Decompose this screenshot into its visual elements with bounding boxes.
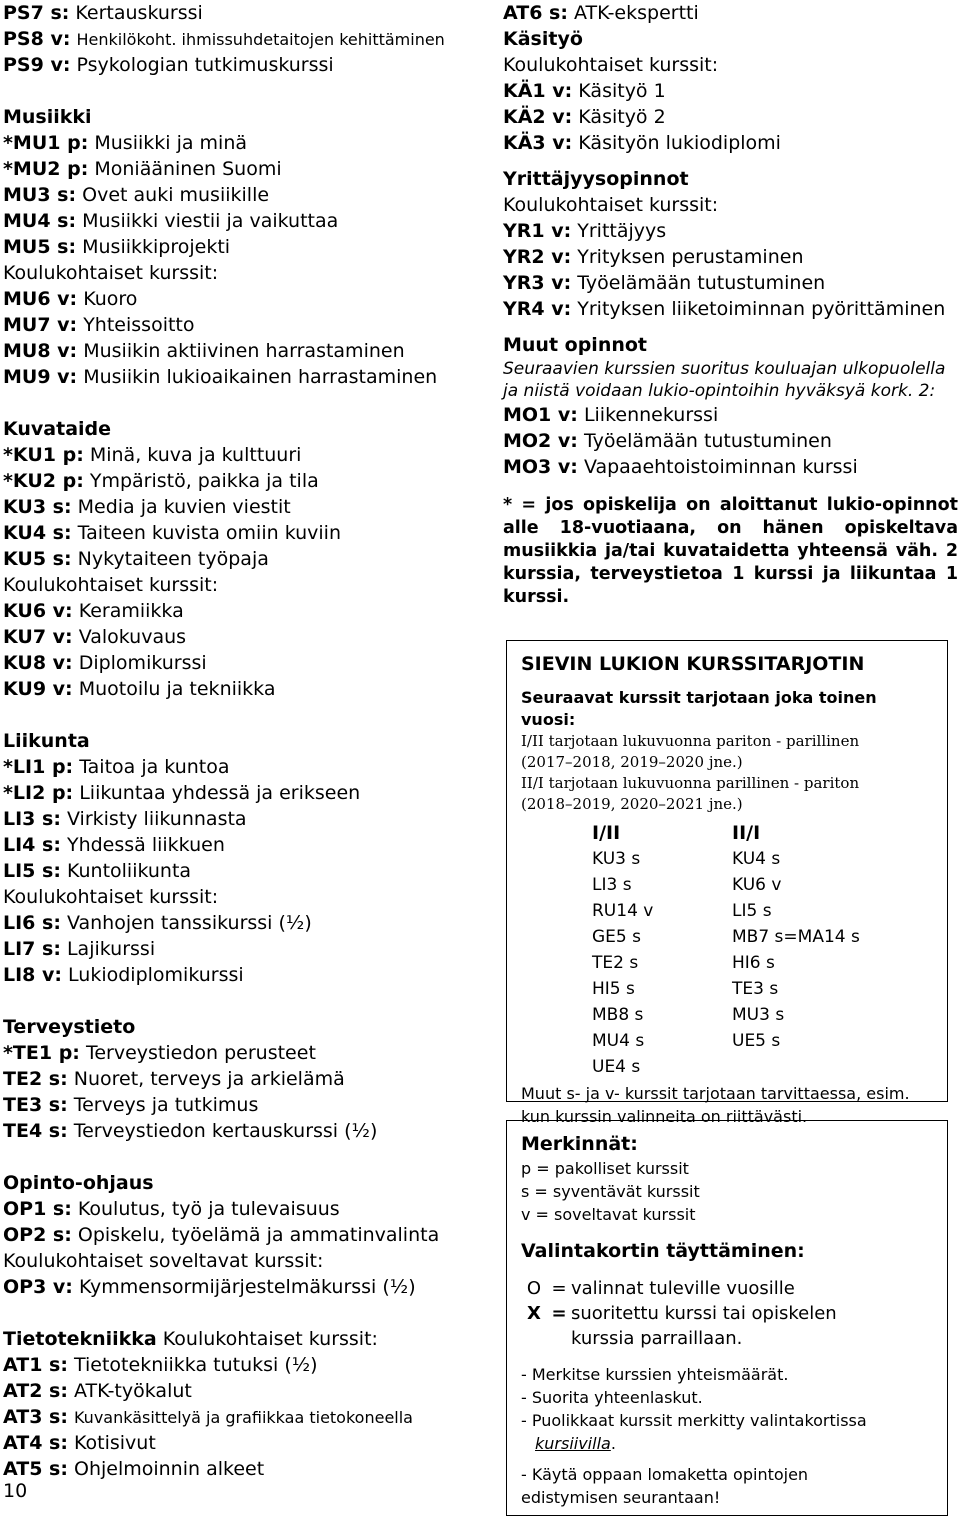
course-code: KU9 v: — [3, 678, 73, 700]
course-code: MU9 v: — [3, 366, 78, 388]
symbol-x-text: suoritettu kurssi tai opiskelen kurssia parraillaan. — [571, 1303, 837, 1349]
bullet-3 — [521, 1409, 935, 1455]
offering-col1-cell: TE2 s — [592, 953, 639, 973]
course-title: Musiikki ja minä — [94, 132, 248, 154]
course-title: Yrityksen liiketoiminnan pyörittäminen — [577, 298, 946, 320]
spacer — [3, 1300, 478, 1326]
course-line — [3, 130, 478, 156]
course-title: Musiikin aktiivinen harrastaminen — [83, 340, 405, 362]
course-code: OP1 s: — [3, 1198, 72, 1220]
course-title: Liikennekurssi — [583, 404, 719, 426]
right-column — [503, 0, 958, 609]
course-line — [3, 676, 478, 702]
course-line — [503, 0, 958, 26]
course-title: Koulukohtaiset kurssit: — [162, 1328, 378, 1350]
course-line — [3, 624, 478, 650]
course-code: KU6 v: — [3, 600, 73, 622]
course-title: Psykologian tutkimuskurssi — [76, 54, 334, 76]
course-code: YR3 v: — [503, 272, 572, 294]
course-title: Yhteissoitto — [83, 314, 195, 336]
col1-header: I/II — [592, 822, 621, 844]
course-code: LI7 s: — [3, 938, 61, 960]
course-code: *KU2 p: — [3, 470, 84, 492]
course-line — [3, 1456, 478, 1482]
offering-table — [592, 821, 935, 1080]
page-number: 10 — [3, 1480, 28, 1502]
legend-v: v = soveltavat kurssit — [521, 1205, 696, 1224]
box-line-1: I/II tarjotaan lukuvuonna pariton - parillinen — [521, 732, 860, 750]
offering-col2-cell: HI6 s — [732, 953, 775, 973]
course-line — [3, 494, 478, 520]
course-code: MU4 s: — [3, 210, 77, 232]
box-title: SIEVIN LUKION KURSSITARJOTIN — [521, 653, 865, 675]
course-line — [3, 1196, 478, 1222]
symbol-o-eq: = — [551, 1278, 567, 1299]
course-title: Kertauskurssi — [75, 2, 203, 24]
course-code: MU7 v: — [3, 314, 78, 336]
course-line — [3, 936, 478, 962]
course-line — [3, 1404, 478, 1430]
legend-box — [506, 1120, 948, 1516]
course-line — [3, 1066, 478, 1092]
course-line — [3, 650, 478, 676]
course-code: TE2 s: — [3, 1068, 68, 1090]
section-heading: Käsityö — [503, 28, 583, 50]
course-code: KU7 v: — [3, 626, 73, 648]
course-title: Käsityö 2 — [578, 106, 666, 128]
fill-title: Valintakortin täyttäminen: — [521, 1240, 805, 1262]
section-heading: Kuvataide — [3, 418, 112, 440]
bullet-3-text: - Puolikkaat kurssit merkitty valintakortissa — [521, 1411, 867, 1430]
course-line — [3, 780, 478, 806]
course-code: *LI1 p: — [3, 756, 74, 778]
footnote-line: alle 18-vuotiaana, on hänen opiskeltava — [503, 518, 958, 538]
section-heading: Muut opinnot — [503, 334, 648, 356]
legend-title: Merkinnät: — [521, 1133, 638, 1155]
course-code: Tietotekniikka — [3, 1328, 157, 1350]
offering-col2-cell: KU6 v — [732, 875, 782, 895]
course-line — [3, 1378, 478, 1404]
box-subtitle: Seuraavat kurssit tarjotaan joka toinen vuosi: — [521, 688, 877, 729]
course-line — [3, 182, 478, 208]
offering-col2-cell: UE5 s — [732, 1031, 781, 1051]
symbol-o-text: valinnat tuleville vuosille — [571, 1278, 795, 1299]
box-line-3: II/I tarjotaan lukuvuonna parillinen - pariton — [521, 774, 860, 792]
course-code: MU5 s: — [3, 236, 77, 258]
bullet-1: - Merkitse kurssien yhteismäärät. — [521, 1365, 789, 1384]
course-title: Virkisty liikunnasta — [66, 808, 247, 830]
offering-col2-cell: LI5 s — [732, 901, 772, 921]
course-line — [503, 402, 958, 428]
course-offering-box — [506, 640, 948, 1126]
course-code: PS7 s: — [3, 2, 70, 24]
bullet-4: - Käytä oppaan lomaketta opintojen edistymisen seurantaan! — [521, 1465, 809, 1507]
course-code: MU6 v: — [3, 288, 78, 310]
course-line — [3, 234, 478, 260]
course-code: *LI2 p: — [3, 782, 74, 804]
bullet-3-italic-word: kursiivilla — [535, 1434, 611, 1453]
course-code: KU5 s: — [3, 548, 72, 570]
course-title: Media ja kuvien viestit — [77, 496, 291, 518]
course-title: Taiteen kuvista omiin kuviin — [77, 522, 341, 544]
course-line — [3, 1430, 478, 1456]
course-title: Koulukohtaiset kurssit: — [3, 262, 219, 284]
course-code: OP3 v: — [3, 1276, 73, 1298]
course-title: Koulukohtaiset kurssit: — [3, 886, 219, 908]
course-title: Henkilökoht. ihmissuhdetaitojen kehittäminen — [76, 30, 445, 49]
course-line — [3, 884, 478, 910]
footnote-line: kurssi. — [503, 587, 570, 607]
offering-col1-cell: HI5 s — [592, 979, 635, 999]
course-line — [3, 52, 478, 78]
course-title: Musiikki viestii ja vaikuttaa — [82, 210, 339, 232]
course-code: MO1 v: — [503, 404, 578, 426]
footnote-line: musiikkia ja/tai kuvataidetta yhteensä väh. 2 — [503, 541, 958, 561]
course-code: YR4 v: — [503, 298, 572, 320]
section-heading: Opinto-ohjaus — [3, 1172, 154, 1194]
course-code: PS8 v: — [3, 28, 71, 50]
course-code: MO3 v: — [503, 456, 578, 478]
course-code: AT6 s: — [503, 2, 568, 24]
section-heading: Musiikki — [3, 106, 92, 128]
course-code: *KU1 p: — [3, 444, 84, 466]
course-title: Työelämään tutustuminen — [583, 430, 832, 452]
course-title: Ohjelmoinnin alkeet — [73, 1458, 265, 1480]
course-title: Yrityksen perustaminen — [577, 246, 804, 268]
course-line — [3, 1118, 478, 1144]
bullet-3-end: . — [610, 1434, 616, 1453]
course-line — [3, 754, 478, 780]
course-line — [3, 520, 478, 546]
course-title: Terveys ja tutkimus — [73, 1094, 259, 1116]
course-title: Vanhojen tanssikurssi (½) — [66, 912, 312, 934]
course-code: KU3 s: — [3, 496, 72, 518]
course-line — [503, 104, 958, 130]
course-code: KU8 v: — [3, 652, 73, 674]
course-line — [3, 598, 478, 624]
course-title: Kuvankäsittelyä ja grafiikkaa tietokoneella — [73, 1408, 413, 1427]
course-code: MO2 v: — [503, 430, 578, 452]
footnote-line: * = jos opiskelija on aloittanut lukio-opinnot — [503, 495, 958, 515]
course-line — [503, 244, 958, 270]
course-title: Koulutus, työ ja tulevaisuus — [77, 1198, 340, 1220]
course-line — [3, 208, 478, 234]
offering-col2-cell: TE3 s — [732, 979, 779, 999]
course-line — [3, 156, 478, 182]
course-title: Kuoro — [83, 288, 138, 310]
course-line — [3, 910, 478, 936]
course-line — [3, 312, 478, 338]
course-line — [3, 442, 478, 468]
course-line — [3, 1222, 478, 1248]
course-code: LI6 s: — [3, 912, 61, 934]
course-line — [3, 1248, 478, 1274]
offering-col2-cell: MU3 s — [732, 1005, 785, 1025]
course-title: Musiikin lukioaikainen harrastaminen — [83, 366, 438, 388]
course-code: LI8 v: — [3, 964, 62, 986]
course-line — [503, 270, 958, 296]
course-title: Tietotekniikka tutuksi (½) — [73, 1354, 318, 1376]
course-line — [3, 0, 478, 26]
course-title: Ovet auki musiikille — [82, 184, 270, 206]
left-column — [3, 0, 478, 1482]
section-heading: Liikunta — [3, 730, 90, 752]
course-title: Ympäristö, paikka ja tila — [89, 470, 319, 492]
course-line — [3, 286, 478, 312]
course-line — [3, 338, 478, 364]
course-code: MU3 s: — [3, 184, 77, 206]
course-line — [503, 296, 958, 322]
course-line — [503, 52, 958, 78]
symbol-x: X — [527, 1303, 541, 1324]
course-line — [503, 192, 958, 218]
course-line — [3, 832, 478, 858]
course-line — [3, 1092, 478, 1118]
course-title: Koulukohtaiset soveltavat kurssit: — [3, 1250, 324, 1272]
course-line — [503, 454, 958, 480]
course-code: AT2 s: — [3, 1380, 68, 1402]
spacer — [503, 322, 958, 332]
section-heading: Terveystieto — [3, 1016, 136, 1038]
course-code: KÄ1 v: — [503, 80, 573, 102]
course-line — [3, 1040, 478, 1066]
course-title: Nykytaiteen työpaja — [77, 548, 269, 570]
offering-col1-cell: LI3 s — [592, 875, 632, 895]
spacer — [3, 702, 478, 728]
course-title: Keramiikka — [78, 600, 184, 622]
course-title: ATK-työkalut — [73, 1380, 192, 1402]
course-title: Diplomikurssi — [78, 652, 207, 674]
course-line — [3, 1352, 478, 1378]
offering-col1-cell: KU3 s — [592, 849, 641, 869]
course-code: AT4 s: — [3, 1432, 68, 1454]
course-code: *MU2 p: — [3, 158, 89, 180]
course-code: PS9 v: — [3, 54, 71, 76]
course-line — [3, 1326, 478, 1352]
course-title: Kotisivut — [73, 1432, 156, 1454]
section-heading: Yrittäjyysopinnot — [503, 168, 689, 190]
course-title: Valokuvaus — [78, 626, 187, 648]
course-title: Muotoilu ja tekniikka — [78, 678, 276, 700]
symbol-x-row — [521, 1301, 935, 1351]
course-title: Käsityö 1 — [578, 80, 666, 102]
course-code: *TE1 p: — [3, 1042, 80, 1064]
course-code: *MU1 p: — [3, 132, 89, 154]
footnote-line: kurssia, terveystietoa 1 kurssi ja liikuntaa 1 — [503, 564, 958, 584]
course-title: Minä, kuva ja kulttuuri — [89, 444, 302, 466]
course-title: Musiikkiprojekti — [82, 236, 231, 258]
legend-s: s = syventävät kurssit — [521, 1182, 700, 1201]
offering-col1-cell: MU4 s — [592, 1031, 645, 1051]
offering-col2-cell — [732, 1054, 872, 1080]
course-code: YR1 v: — [503, 220, 572, 242]
right-course-list — [503, 0, 958, 480]
symbol-o-row — [521, 1276, 935, 1301]
course-line — [3, 546, 478, 572]
offering-col1-cell: GE5 s — [592, 927, 641, 947]
spacer — [503, 156, 958, 166]
course-title: Lukiodiplomikurssi — [68, 964, 244, 986]
spacer — [3, 390, 478, 416]
course-title: ATK-ekspertti — [573, 2, 699, 24]
course-code: KÄ3 v: — [503, 132, 573, 154]
course-code: AT1 s: — [3, 1354, 68, 1376]
spacer — [3, 1144, 478, 1170]
course-title: Työelämään tutustuminen — [577, 272, 826, 294]
course-line — [3, 364, 478, 390]
course-code: KÄ2 v: — [503, 106, 573, 128]
symbol-o: O — [526, 1278, 542, 1299]
footnote — [503, 494, 958, 609]
course-line — [3, 1274, 478, 1300]
course-code: AT3 s: — [3, 1406, 68, 1428]
course-title: Opiskelu, työelämä ja ammatinvalinta — [77, 1224, 440, 1246]
course-title: Yhdessä liikkuen — [66, 834, 225, 856]
course-title: Moniääninen Suomi — [94, 158, 282, 180]
course-line — [503, 78, 958, 104]
offering-col1-cell: UE4 s — [592, 1057, 641, 1077]
col2-header: II/I — [732, 822, 761, 844]
course-title: Kuntoliikunta — [66, 860, 192, 882]
course-title: Kymmensormijärjestelmäkurssi (½) — [78, 1276, 416, 1298]
course-title: Käsityön lukiodiplomi — [578, 132, 781, 154]
course-line — [3, 468, 478, 494]
course-line — [503, 130, 958, 156]
course-title: Yrittäjyys — [577, 220, 667, 242]
course-code: LI5 s: — [3, 860, 61, 882]
offering-col2-cell: KU4 s — [732, 849, 781, 869]
course-title: Koulukohtaiset kurssit: — [503, 194, 719, 216]
course-line — [3, 260, 478, 286]
course-code: LI3 s: — [3, 808, 61, 830]
course-code: MU8 v: — [3, 340, 78, 362]
spacer — [3, 78, 478, 104]
legend-p: p = pakolliset kurssit — [521, 1159, 689, 1178]
symbol-x-eq: = — [551, 1303, 567, 1324]
course-title: Terveystiedon kertauskurssi (½) — [73, 1120, 378, 1142]
course-line — [503, 218, 958, 244]
course-code: OP2 s: — [3, 1224, 72, 1246]
course-title: Nuoret, terveys ja arkielämä — [73, 1068, 345, 1090]
course-code: TE4 s: — [3, 1120, 68, 1142]
course-title: Terveystiedon perusteet — [85, 1042, 316, 1064]
course-code: AT5 s: — [3, 1458, 68, 1480]
course-line — [3, 26, 478, 52]
course-title: Liikuntaa yhdessä ja erikseen — [79, 782, 361, 804]
course-title: Koulukohtaiset kurssit: — [3, 574, 219, 596]
spacer — [3, 988, 478, 1014]
box-note: Muut s- ja v- kurssit tarjotaan tarvittaessa, esim. kun kurssin valinneita on riittävästi. — [521, 1084, 910, 1126]
course-title: Vapaaehtoistoiminnan kurssi — [583, 456, 858, 478]
course-title: Koulukohtaiset kurssit: — [503, 54, 719, 76]
box-line-4: (2018–2019, 2020–2021 jne.) — [521, 795, 743, 813]
course-line — [3, 572, 478, 598]
course-code: TE3 s: — [3, 1094, 68, 1116]
course-title: Taitoa ja kuntoa — [79, 756, 230, 778]
course-line — [503, 428, 958, 454]
bullet-2: - Suorita yhteenlaskut. — [521, 1388, 703, 1407]
course-line — [3, 806, 478, 832]
course-title: Lajikurssi — [66, 938, 156, 960]
offering-col2-cell: MB7 s=MA14 s — [732, 927, 860, 947]
offering-col1-cell: MB8 s — [592, 1005, 644, 1025]
course-code: KU4 s: — [3, 522, 72, 544]
course-code: YR2 v: — [503, 246, 572, 268]
course-line — [3, 962, 478, 988]
box-line-2: (2017–2018, 2019–2020 jne.) — [521, 753, 743, 771]
course-code: LI4 s: — [3, 834, 61, 856]
section-note: Seuraavien kurssien suoritus kouluajan ulkopuolella ja niistä voidaan lukio-opintoihin hyväksyä kork. 2: — [503, 359, 946, 401]
course-line — [3, 858, 478, 884]
offering-col1-cell: RU14 v — [592, 901, 654, 921]
